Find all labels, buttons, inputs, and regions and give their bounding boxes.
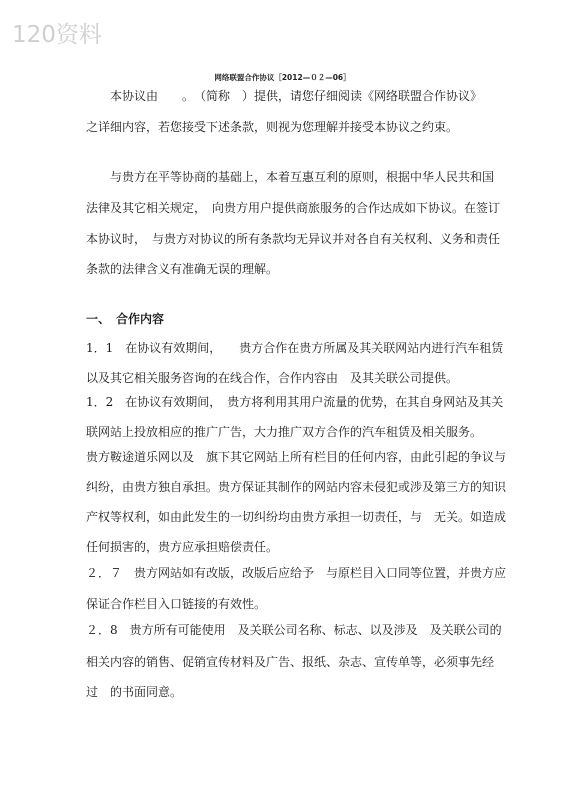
paragraph-line: 法律及其它相关规定， 向贵方用户提供商旅服务的合作达成如下协议。在签订 [86, 201, 501, 215]
paragraph-line: 过 的书面同意。 [86, 685, 183, 699]
paragraph-line: 1．2 在协议有效期间， 贵方将利用其用户流量的优势，在其自身网站及其关 [86, 395, 504, 409]
paragraph-line: 本协议时， 与贵方对协议的所有条款均无异议并对各自有关权利、义务和责任 [86, 232, 501, 246]
paragraph-line: 以及其它相关服务咨询的在线合作，合作内容由 及其关联公司提供。 [86, 371, 459, 385]
paragraph-line: 与贵方在平等协商的基础上，本着互惠互利的原则，根据中华人民共和国 [86, 170, 495, 184]
paragraph-line: 保证合作栏目入口链接的有效性。 [86, 597, 267, 611]
paragraph-line: 之详细内容，若您接受下述条款，则视为您理解并接受本协议之约束。 [86, 120, 459, 134]
paragraph-line: 贵方鞍途道乐网以及 旗下其它网站上所有栏目的任何内容，由此引起的争议与 [86, 450, 506, 464]
paragraph-line: 相关内容的销售、促销宣传材料及广告、报纸、杂志、宣传单等，必须事先经 [86, 655, 495, 669]
paragraph-line: 1．1 在协议有效期间， 贵方合作在贵方所属及其关联网站内进行汽车租赁 [86, 341, 504, 355]
paragraph-line: 任何损害的，贵方应承担赔偿责任。 [86, 540, 279, 554]
paragraph-line: 联网站上投放相应的推广广告，大力推广双方合作的汽车租赁及相关服务。 [86, 425, 483, 439]
document-header: 网络联盟合作协议［2012—０２—06］ [214, 73, 351, 82]
watermark: 120资料 [12, 22, 102, 48]
paragraph-line: 本协议由 。 （简称 ）提供，请您仔细阅读《网络联盟合作协议》 [86, 89, 483, 103]
paragraph-line: 产权等权利，如由此发生的一切纠纷均由贵方承担一切责任，与 无关。如造成 [86, 510, 506, 524]
paragraph-line: ２．７ 贵方网站如有改版，改版后应给予 与原栏目入口同等位置，并贵方应 [86, 566, 506, 580]
section-heading: 一、 合作内容 [86, 312, 165, 326]
paragraph-line: 条款的法律含义有准确无误的理解。 [86, 262, 279, 276]
paragraph-line: 纠纷，由贵方独自承担。贵方保证其制作的网站内容未侵犯或涉及第三方的知识 [86, 480, 506, 494]
paragraph-line: ２．8 贵方所有可能使用 及关联公司名称、标志、以及涉及 及关联公司的 [86, 623, 502, 637]
